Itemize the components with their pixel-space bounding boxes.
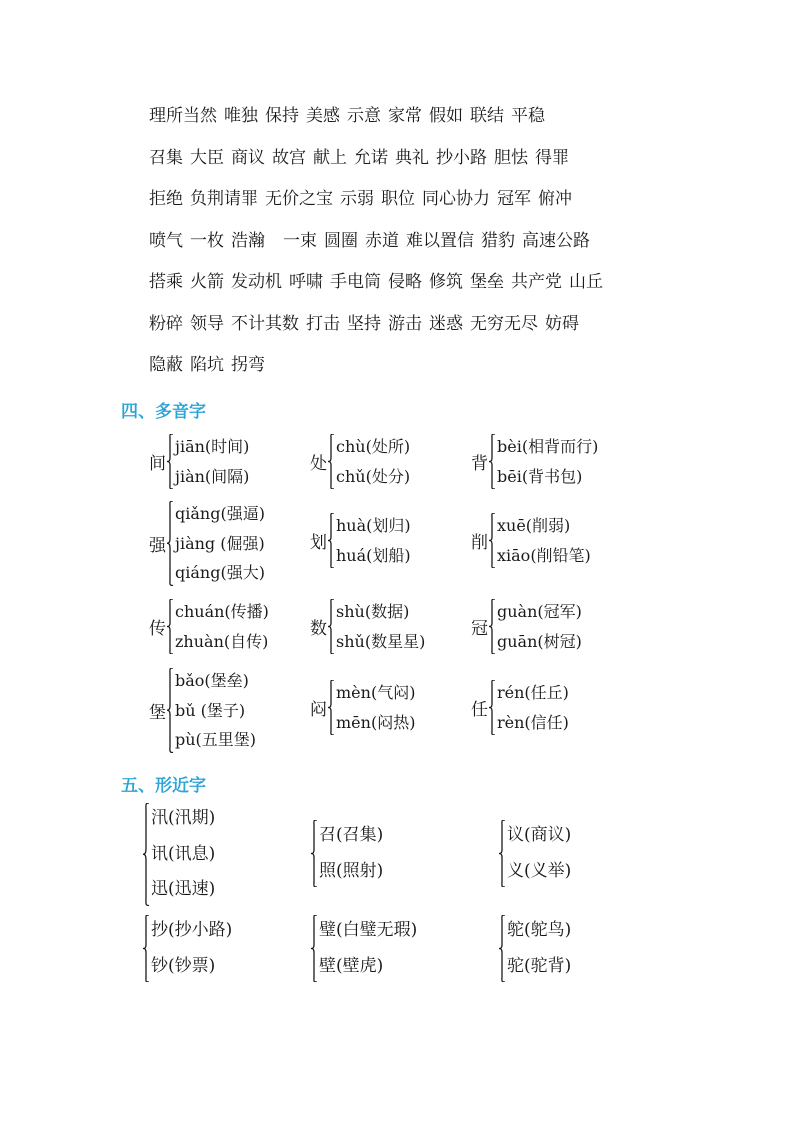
similar-character-item: 讯(讯息) — [151, 843, 216, 864]
similar-character-group — [498, 818, 571, 889]
pronunciation-item: jiān(时间) — [175, 437, 250, 456]
vocabulary-word: 故宫 — [272, 147, 306, 168]
vocabulary-word: 负荆请罪 — [190, 189, 258, 209]
vocabulary-word: 无价之宝 — [265, 189, 333, 209]
vocabulary-word: 典礼 — [395, 147, 429, 168]
vocabulary-word: 浩瀚 — [231, 230, 265, 251]
brace — [328, 434, 334, 489]
vocabulary-word: 堡垒 — [470, 272, 504, 292]
similar-character-item: 钞(钞票) — [151, 955, 216, 976]
pronunciation-item: chuán(传播) — [175, 602, 269, 621]
polyphonic-character: 间 — [149, 454, 166, 474]
vocabulary-word: 搭乘 — [149, 272, 183, 292]
polyphonic-character: 数 — [310, 619, 327, 639]
brace — [499, 820, 505, 887]
brace-icon — [143, 803, 149, 906]
pronunciation-item: guàn(冠军) — [497, 602, 582, 621]
similar-character-group — [142, 913, 232, 984]
brace — [499, 915, 505, 982]
vocabulary-word: 拐弯 — [231, 355, 265, 375]
polyphonic-group — [471, 597, 582, 656]
brace-icon — [489, 434, 495, 489]
brace-icon — [489, 599, 495, 654]
similar-character-item: 义(义举) — [507, 860, 572, 881]
vocabulary-word: 献上 — [313, 147, 347, 168]
brace-icon — [328, 599, 334, 654]
similar-character-group — [310, 818, 383, 889]
brace-icon — [328, 513, 334, 568]
pronunciation-item: qiǎng(强逼) — [175, 504, 265, 523]
polyphonic-group — [149, 666, 256, 755]
pronunciation-item: pù(五里堡) — [175, 730, 257, 749]
pronunciation-item: guān(树冠) — [497, 631, 582, 651]
vocabulary-line — [149, 308, 610, 350]
pronunciation-item: bēi(背书包) — [497, 466, 583, 486]
vocabulary-word: 高速公路 — [522, 230, 590, 251]
vocabulary-word: 坚持 — [347, 313, 381, 334]
brace-icon — [167, 434, 173, 489]
vocabulary-word: 难以置信 — [406, 230, 474, 251]
vocabulary-line — [149, 266, 610, 308]
vocabulary-word: 大臣 — [190, 147, 224, 168]
brace-icon — [489, 513, 495, 568]
vocabulary-word: 理所当然 — [149, 106, 217, 126]
polyphonic-group — [310, 678, 415, 737]
brace-icon — [499, 915, 505, 982]
similar-character-item: 迅(迅速) — [151, 879, 216, 899]
polyphonic-group — [310, 432, 410, 491]
vocabulary-line — [149, 349, 610, 391]
similar-character-item: 照(照射) — [319, 860, 384, 881]
brace-icon — [167, 668, 173, 753]
vocabulary-word: 迷惑 — [429, 313, 463, 334]
vocabulary-word: 美感 — [306, 106, 340, 126]
polyphonic-group — [149, 597, 269, 656]
brace-icon — [489, 680, 495, 735]
vocabulary-word: 同心协力 — [422, 189, 490, 209]
brace — [328, 599, 334, 654]
pronunciation-item: shǔ(数星星) — [336, 631, 426, 651]
similar-character-item: 召(召集) — [319, 825, 384, 845]
vocabulary-word: 发动机 — [231, 272, 282, 292]
vocabulary-word: 打击 — [306, 313, 340, 334]
brace-icon — [328, 680, 334, 735]
vocabulary-word: 联结 — [470, 106, 504, 126]
brace — [328, 680, 334, 735]
vocabulary-word: 妨碍 — [545, 313, 579, 334]
brace — [328, 513, 334, 568]
similar-character-group — [498, 913, 571, 984]
vocabulary-word: 唯独 — [224, 106, 258, 126]
polyphonic-group — [471, 678, 569, 737]
vocabulary-word: 游击 — [388, 313, 422, 334]
brace — [167, 599, 173, 654]
pronunciation-item: rèn(信任) — [497, 712, 569, 732]
vocabulary-line — [149, 225, 610, 267]
pronunciation-item: bèi(相背而行) — [497, 437, 599, 456]
vocabulary-line — [149, 142, 610, 184]
similar-character-item: 驼(驼背) — [507, 955, 572, 976]
vocabulary-word: 平稳 — [511, 106, 545, 126]
vocabulary-line — [149, 183, 610, 225]
vocabulary-word: 示弱 — [340, 189, 374, 209]
pronunciation-item: zhuàn(自传) — [175, 631, 269, 651]
polyphonic-group — [310, 511, 411, 570]
polyphonic-character: 处 — [310, 454, 327, 474]
brace — [143, 803, 149, 906]
vocabulary-word: 不计其数 — [231, 313, 299, 334]
vocabulary-word: 陷坑 — [190, 355, 224, 375]
pronunciation-item: chù(处所) — [336, 437, 411, 456]
pronunciation-item: huà(划归) — [336, 516, 411, 535]
similar-character-item: 议(商议) — [507, 825, 572, 845]
pronunciation-item: huá(划船) — [336, 545, 411, 565]
brace — [489, 680, 495, 735]
brace — [489, 513, 495, 568]
vocabulary-word: 冠军 — [497, 189, 531, 209]
vocabulary-word: 领导 — [190, 313, 224, 334]
polyphonic-group — [471, 432, 598, 491]
vocabulary-word: 共产党 — [511, 272, 562, 292]
vocabulary-word: 火箭 — [190, 272, 224, 292]
vocabulary-word: 无穷无尽 — [470, 313, 538, 334]
pronunciation-item: mèn(气闷) — [336, 683, 416, 702]
vocabulary-word: 侵略 — [388, 272, 422, 292]
similar-character-item: 汛(汛期) — [151, 808, 216, 828]
vocabulary-word: 保持 — [265, 106, 299, 126]
brace — [167, 668, 173, 753]
section-title-polyphonic: 四、多音字 — [121, 402, 206, 422]
pronunciation-item: jiàng (倔强) — [175, 533, 265, 553]
pronunciation-item: bǔ (堡子) — [175, 700, 246, 720]
vocabulary-word: 得罪 — [535, 147, 569, 168]
polyphonic-character: 传 — [149, 619, 166, 639]
brace-icon — [311, 915, 317, 982]
polyphonic-character: 削 — [471, 533, 488, 553]
similar-character-group — [310, 913, 417, 984]
vocabulary-word: 职位 — [381, 189, 415, 209]
section-title-similar-characters: 五、形近字 — [121, 776, 206, 796]
vocabulary-word: 圆圈 — [324, 230, 358, 251]
brace-icon — [311, 820, 317, 887]
vocabulary-word: 家常 — [388, 106, 422, 126]
pronunciation-item: qiáng(强大) — [175, 563, 265, 582]
vocabulary-word: 假如 — [429, 106, 463, 126]
vocabulary-word: 手电筒 — [330, 272, 381, 292]
vocabulary-word: 商议 — [231, 147, 265, 168]
brace-icon — [143, 915, 149, 982]
polyphonic-character: 堡 — [149, 702, 166, 723]
brace — [489, 599, 495, 654]
vocabulary-word: 抄小路 — [436, 147, 487, 168]
polyphonic-group — [149, 432, 249, 491]
vocabulary-word: 俯冲 — [538, 189, 572, 209]
vocabulary-word: 一束 — [283, 230, 317, 251]
brace-icon — [167, 501, 173, 586]
similar-character-item: 璧(白璧无瑕) — [319, 920, 418, 940]
vocabulary-word: 修筑 — [429, 272, 463, 292]
brace-icon — [499, 820, 505, 887]
similar-character-group — [142, 801, 215, 908]
vocabulary-word: 胆怯 — [494, 147, 528, 168]
brace — [167, 434, 173, 489]
polyphonic-character: 强 — [149, 535, 166, 556]
polyphonic-group — [310, 597, 425, 656]
similar-character-item: 壁(壁虎) — [319, 955, 384, 976]
polyphonic-character: 背 — [471, 454, 488, 474]
vocabulary-word: 拒绝 — [149, 189, 183, 209]
polyphonic-character: 任 — [471, 700, 488, 720]
vocabulary-word: 喷气 — [149, 230, 183, 251]
vocabulary-word: 呼啸 — [289, 272, 323, 292]
pronunciation-item: mēn(闷热) — [336, 712, 416, 732]
vocabulary-word: 猎豹 — [481, 230, 515, 251]
vocabulary-line — [149, 100, 610, 142]
brace — [311, 820, 317, 887]
brace — [143, 915, 149, 982]
vocabulary-list — [149, 100, 610, 391]
vocabulary-word: 山丘 — [569, 272, 603, 292]
polyphonic-character: 划 — [310, 533, 327, 553]
brace-icon — [328, 434, 334, 489]
similar-character-item: 鸵(鸵鸟) — [507, 920, 572, 940]
vocabulary-word: 隐蔽 — [149, 355, 183, 375]
polyphonic-character: 冠 — [471, 619, 488, 639]
brace-icon — [167, 599, 173, 654]
pronunciation-item: xiāo(削铅笔) — [497, 545, 591, 565]
pronunciation-item: shù(数据) — [336, 602, 410, 621]
vocabulary-word: 赤道 — [365, 230, 399, 251]
vocabulary-word: 粉碎 — [149, 313, 183, 334]
polyphonic-group — [471, 511, 591, 570]
pronunciation-item: rén(任丘) — [497, 683, 569, 702]
pronunciation-item: bǎo(堡垒) — [175, 671, 249, 690]
vocabulary-word: 召集 — [149, 147, 183, 168]
pronunciation-item: jiàn(间隔) — [175, 466, 250, 486]
vocabulary-word: 允诺 — [354, 147, 388, 168]
brace — [311, 915, 317, 982]
similar-character-item: 抄(抄小路) — [151, 920, 233, 940]
brace — [489, 434, 495, 489]
polyphonic-group — [149, 499, 265, 588]
vocabulary-word: 一枚 — [190, 230, 224, 251]
polyphonic-character: 闷 — [310, 700, 327, 720]
vocabulary-word: 示意 — [347, 106, 381, 126]
pronunciation-item: xuē(削弱) — [497, 516, 571, 535]
pronunciation-item: chǔ(处分) — [336, 466, 411, 486]
brace — [167, 501, 173, 586]
